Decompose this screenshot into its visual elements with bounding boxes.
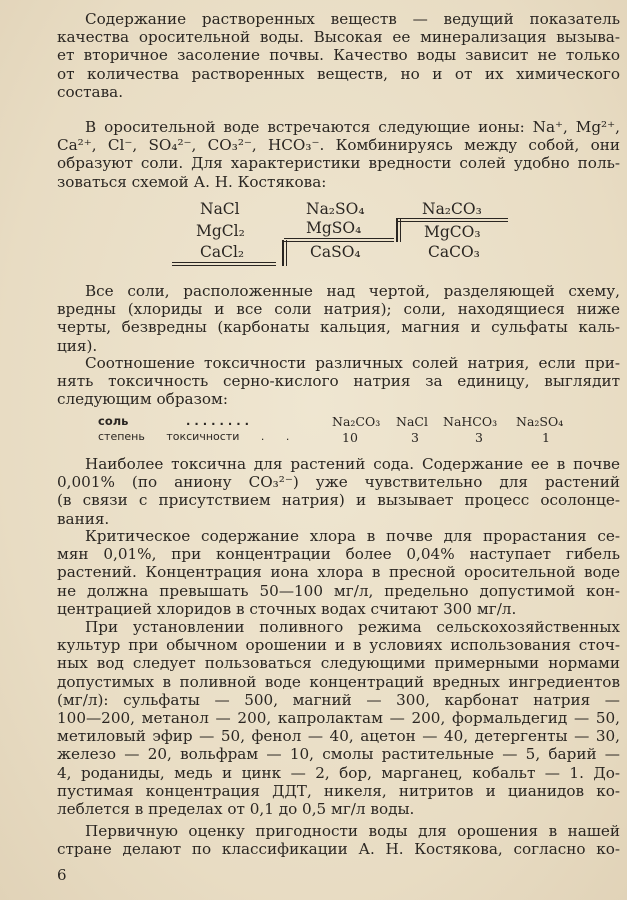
text-line: стране делают по классификации А. Н. Костякова, согласно ко-: [57, 840, 620, 859]
text-line: Ca²⁺, Cl⁻, SO₄²⁻, CO₃²⁻, HCO₃⁻. Комбинируясь между собой, они: [57, 136, 620, 155]
scheme-nacl: NaCl: [200, 200, 240, 218]
table-value: 1: [542, 430, 550, 445]
text-line: (в связи с присутствием натрия) и вызывает процесс осолонце-: [57, 491, 620, 510]
table-salt: Na₂CO₃: [332, 414, 381, 429]
text-line: 4, роданиды, медь и цинк — 2, бор, марганец, кобальт — 1. До-: [57, 763, 620, 782]
text-line: Первичную оценку пригодности воды для орошения в нашей: [85, 822, 620, 840]
scheme-divider: [284, 241, 394, 242]
scheme-caso4: CaSO₄: [310, 243, 361, 261]
text-line: Все соли, расположенные над чертой, разделяющей схему,: [85, 282, 620, 300]
text-line: При установлении поливного режима сельскохозяйственных: [85, 618, 620, 636]
text-line: ет вторичное засоление почвы. Качество воды зависит не только: [57, 46, 620, 65]
scheme-mgcl2: MgCl₂: [196, 222, 245, 240]
text-line: мян 0,01%, при концентрации более 0,04% наступает гибель: [57, 545, 620, 564]
table-salt: NaCl: [396, 414, 428, 429]
scheme-mgso4: MgSO₄: [306, 219, 362, 237]
text-line: леблется в пределах от 0,1 до 0,5 мг/л воды.: [57, 800, 415, 819]
paragraph-3: [57, 282, 620, 355]
text-line: растений. Концентрация иона хлора в пресной оросительной воде: [57, 563, 620, 582]
text-line: В оросительной воде встречаются следующие ионы: Na⁺, Mg²⁺,: [85, 118, 620, 136]
text-line: железо — 20, вольфрам — 10, смолы растительные — 5, барий —: [57, 745, 620, 764]
text-line: Соотношение токсичности различных солей натрия, если при-: [85, 354, 620, 372]
text-line: (мг/л): сульфаты — 500, магний — 300, карбонат натрия —: [57, 690, 620, 709]
scheme-na2co3: Na₂CO₃: [422, 200, 482, 218]
paragraph-8: [57, 822, 620, 858]
text-line: нять токсичность серно-кислого натрия за единицу, выглядит: [57, 372, 620, 391]
scheme-divider: [398, 221, 508, 222]
scheme-divider: [282, 240, 284, 266]
text-line: вредны (хлориды и все соли натрия); соли, находящиеся ниже: [57, 300, 620, 319]
paragraph-4: [57, 354, 620, 409]
text-line: ных вод следует пользоваться следующими примерными нормами: [57, 654, 620, 673]
scheme-divider: [284, 238, 394, 239]
scheme-cacl2: CaCl₂: [200, 243, 245, 261]
scheme-divider: [286, 240, 287, 266]
paragraph-6: [57, 527, 620, 618]
text-line: допустимых в поливной воде концентраций вредных ингредиентов: [57, 672, 620, 691]
table-row-label: соль: [98, 414, 129, 428]
text-line: образуют соли. Для характеристики вредности солей удобно поль-: [57, 154, 620, 173]
table-value: 3: [475, 430, 483, 445]
table-salt: NaHCO₃: [443, 414, 498, 429]
text-line: 100—200, метанол — 200, капролактам — 200, формальдегид — 50,: [57, 709, 620, 728]
table-value: 3: [411, 430, 419, 445]
scheme-caco3: CaCO₃: [428, 243, 480, 261]
paragraph-5: [57, 455, 620, 528]
text-line: от количества растворенных веществ, но и от их химического: [57, 64, 620, 83]
text-line: Критическое содержание хлора в почве для прорастания се-: [85, 527, 620, 545]
scheme-divider: [172, 265, 276, 266]
table-row-label: степень токсичности . .: [98, 430, 290, 443]
page-number: 6: [57, 866, 67, 884]
scheme-mgco3: MgCO₃: [424, 223, 481, 241]
text-line: центрацией хлоридов в сточных водах считают 300 мг/л.: [57, 599, 517, 618]
text-line: качества оросительной воды. Высокая ее минерализация вызыва-: [57, 28, 620, 47]
text-line: состава.: [57, 82, 124, 101]
text-line: ция).: [57, 336, 98, 355]
text-line: следующим образом:: [57, 390, 228, 409]
table-value: 10: [342, 430, 358, 445]
text-line: пустимая концентрация ДДТ, никеля, нитритов и цианидов ко-: [57, 781, 620, 800]
scheme-na2so4: Na₂SO₄: [306, 200, 365, 218]
text-line: не должна превышать 50—100 мг/л, предельно допустимой кон-: [57, 581, 620, 600]
text-line: Наиболее токсична для растений сода. Содержание ее в почве: [85, 455, 620, 473]
text-line: вания.: [57, 509, 110, 528]
text-line: культур при обычном орошении и в условиях использования сточ-: [57, 636, 620, 655]
text-line: 0,001% (по аниону CO₃²⁻) уже чувствительно для растений: [57, 473, 620, 492]
text-line: метиловый эфир — 50, фенол — 40, ацетон — 40, детергенты — 30,: [57, 727, 620, 746]
text-line: черты, безвредны (карбонаты кальция, магния и сульфаты каль-: [57, 318, 620, 337]
table-salt: Na₂SO₄: [516, 414, 564, 429]
text-line: зоваться схемой А. Н. Костякова:: [57, 172, 327, 191]
scheme-divider: [172, 262, 276, 263]
table-dots: . . . . . . . .: [186, 414, 249, 428]
text-line: Содержание растворенных веществ — ведущий показатель: [85, 10, 620, 28]
scheme-divider: [398, 218, 508, 219]
paragraph-7: [57, 618, 620, 818]
